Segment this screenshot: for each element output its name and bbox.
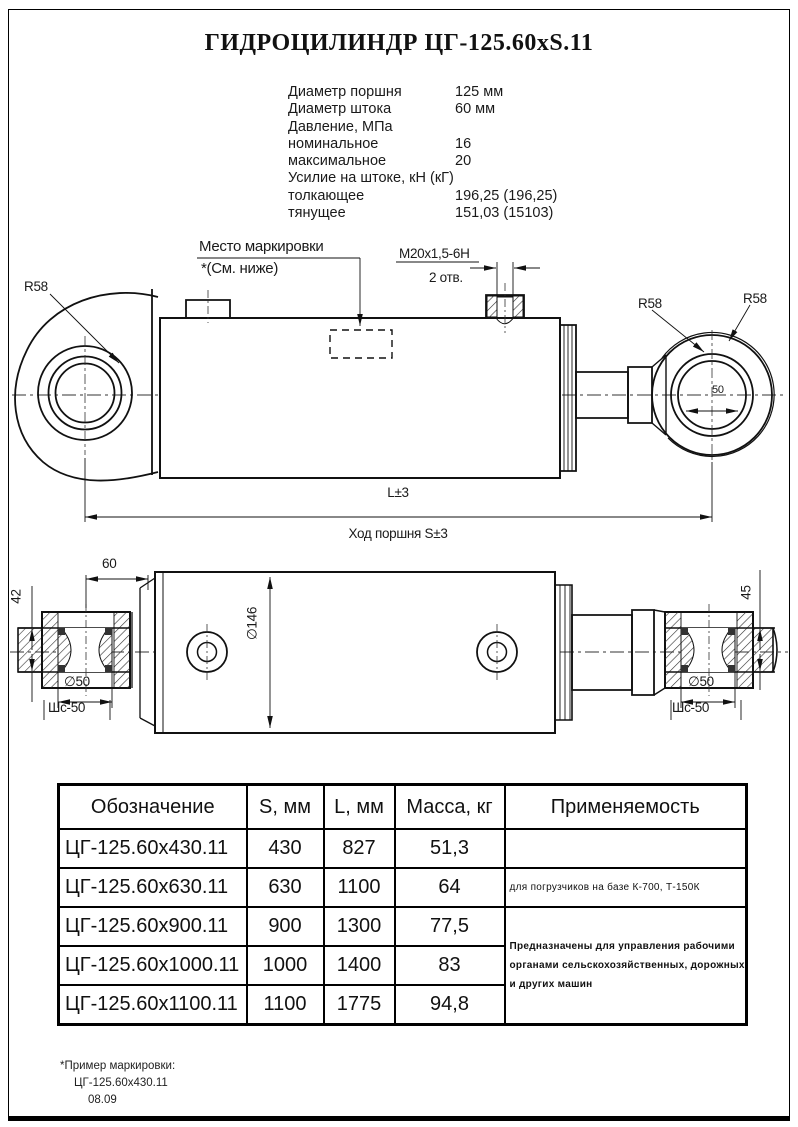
spec-label: максимальное <box>288 153 387 170</box>
cell-mass: 64 <box>395 868 505 907</box>
cell-l: 1300 <box>324 907 395 946</box>
cell-application-merged: Предназначены для управления рабочими органами сельскохозяйственных, дорожных и других машин <box>505 907 747 1025</box>
cell-designation: ЦГ-125.60х1000.11 <box>59 946 247 985</box>
body-section <box>155 572 555 733</box>
spec-value: 60 мм <box>455 101 496 118</box>
cell-l: 1100 <box>324 868 395 907</box>
cell-mass: 77,5 <box>395 907 505 946</box>
variants-table <box>57 783 745 1026</box>
cell-designation: ЦГ-125.60х630.11 <box>59 868 247 907</box>
spec-row <box>288 188 557 205</box>
gland-and-rod <box>560 325 666 471</box>
spec-label: Диаметр поршня <box>288 84 402 100</box>
gland-rod-section <box>555 585 665 720</box>
spec-row <box>288 205 557 222</box>
label-two-holes: 2 отв. <box>429 270 463 285</box>
spec-row <box>288 136 557 153</box>
footnote-line: ЦГ-125.60х430.11 <box>74 1077 168 1089</box>
spec-label: Диаметр штока <box>288 101 392 118</box>
spec-value: 16 <box>455 135 472 152</box>
cell-s: 1000 <box>247 946 324 985</box>
cell-mass: 94,8 <box>395 985 505 1025</box>
dim-label-dia50-right: ∅50 <box>688 674 714 689</box>
cell-s: 430 <box>247 829 324 868</box>
table-row <box>59 868 747 907</box>
table-header-row <box>59 785 747 830</box>
cell-designation: ЦГ-125.60х1100.11 <box>59 985 247 1025</box>
spec-value: 196,25 (196,25) <box>455 187 558 204</box>
cell-mass: 83 <box>395 946 505 985</box>
cell-application <box>505 829 747 868</box>
dim-label-sphere-left: Шс-50 <box>48 700 86 715</box>
cell-l: 1400 <box>324 946 395 985</box>
spec-label: Давление, МПа <box>288 118 393 135</box>
spec-row <box>288 119 557 136</box>
dim-label-sphere-right: Шс-50 <box>672 700 710 715</box>
footnote-line: *Пример маркировки: <box>60 1060 176 1072</box>
col-header-designation: Обозначение <box>59 785 247 830</box>
spec-label: номинальное <box>288 135 379 152</box>
marking-example-footnote <box>60 1058 175 1109</box>
cell-designation: ЦГ-125.60х900.11 <box>59 907 247 946</box>
table-row <box>59 907 747 946</box>
dim-label-stroke: Ход поршня S±3 <box>348 526 448 541</box>
dim-label-bore-50: 50 <box>712 384 724 396</box>
dim-label-r58-right-inner: R58 <box>638 296 662 311</box>
cell-l: 827 <box>324 829 395 868</box>
label-marking-place: Место маркировки <box>199 238 324 255</box>
col-header-mass: Масса, кг <box>395 785 505 830</box>
spec-value: 125 мм <box>455 84 504 100</box>
clevis-eye-left <box>15 289 158 481</box>
col-header-application: Применяемость <box>505 785 747 830</box>
label-see-below: *(См. ниже) <box>201 260 279 277</box>
dim-label-length: L±3 <box>387 485 409 500</box>
cell-s: 900 <box>247 907 324 946</box>
spec-value: 151,03 (15103) <box>455 205 554 222</box>
spec-row <box>288 170 557 187</box>
col-header-l: L, мм <box>324 785 395 830</box>
cell-application: для погрузчиков на базе К-700, Т-150К <box>505 868 747 907</box>
dim-label-45: 45 <box>738 585 754 600</box>
page-title: ГИДРОЦИЛИНДР ЦГ-125.60хS.11 <box>204 30 594 56</box>
dim-label-thread: М20х1,5-6Н <box>399 246 470 261</box>
spec-row <box>288 153 557 170</box>
footnote-line: 08.09 <box>88 1094 117 1106</box>
cell-l: 1775 <box>324 985 395 1025</box>
dim-label-42: 42 <box>8 589 24 604</box>
dim-label-r58-right-outer: R58 <box>743 291 767 306</box>
spec-label: толкающее <box>288 187 365 204</box>
dim-label-r58-left: R58 <box>24 279 48 294</box>
spec-row <box>288 84 557 101</box>
spec-label: Усилие на штоке, кН (кГ) <box>288 170 454 187</box>
dim-label-dia50-left: ∅50 <box>64 674 90 689</box>
spec-list <box>288 84 557 222</box>
cell-s: 630 <box>247 868 324 907</box>
col-header-s: S, мм <box>247 785 324 830</box>
cell-s: 1100 <box>247 985 324 1025</box>
drawing-section-view <box>0 555 798 765</box>
cell-designation: ЦГ-125.60х430.11 <box>59 829 247 868</box>
spec-label: тянущее <box>288 205 346 222</box>
dim-label-dia146: ∅146 <box>244 606 260 641</box>
dim-label-60: 60 <box>102 556 117 571</box>
spec-row <box>288 101 557 118</box>
cell-mass: 51,3 <box>395 829 505 868</box>
table-row <box>59 829 747 868</box>
spec-value: 20 <box>455 153 472 170</box>
